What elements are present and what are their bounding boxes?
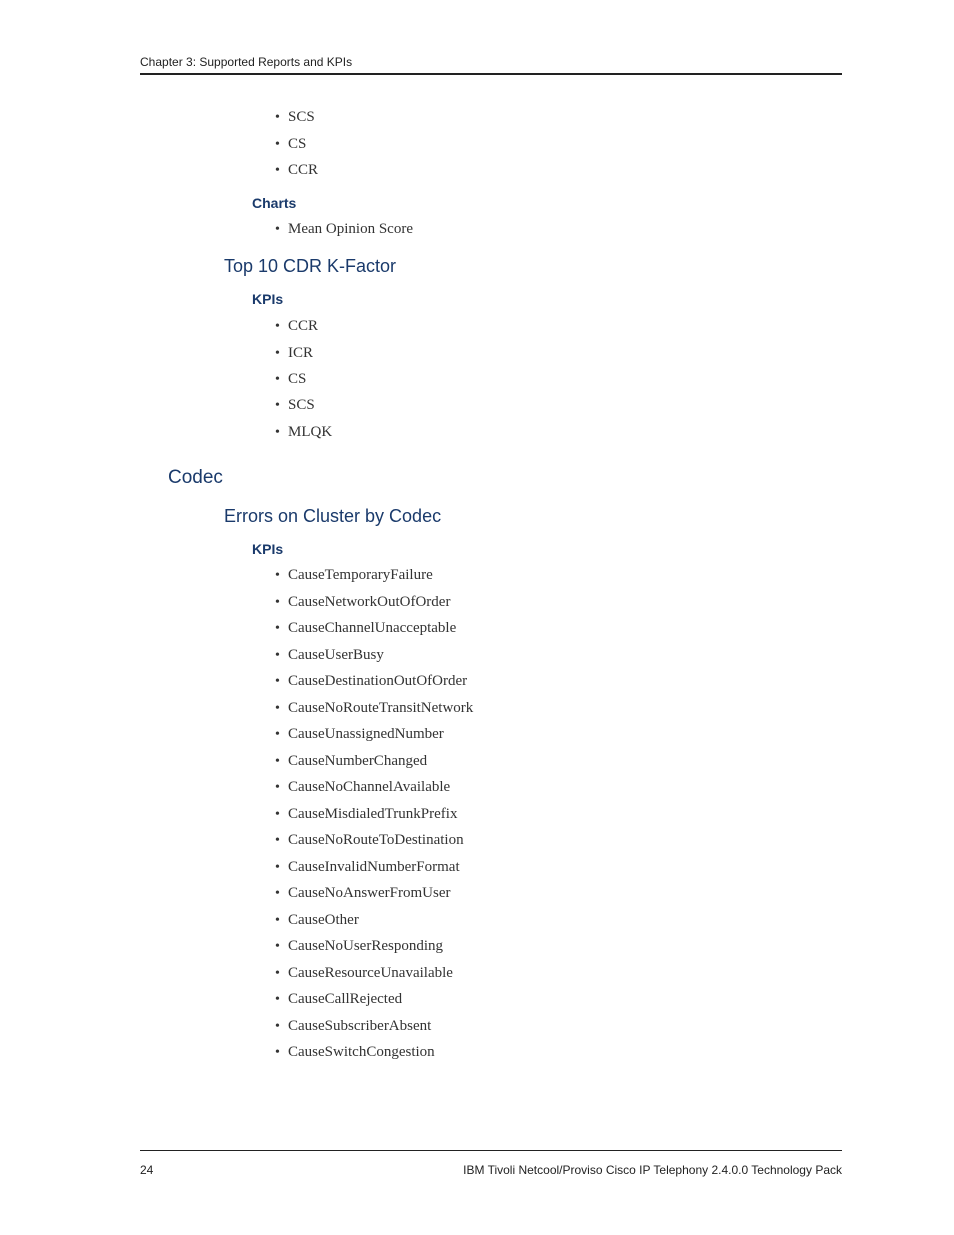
bullet-icon: • [275,621,280,636]
list-item [275,135,306,154]
bullet-icon: • [275,727,280,742]
list-item [275,964,453,983]
bullet-icon: • [275,913,280,928]
list-item [275,884,450,903]
list-item-text: MLQK [288,424,333,440]
list-item [275,161,318,180]
chapter-title: Chapter 3: Supported Reports and KPIs [140,55,353,69]
section-heading-top10: Top 10 CDR K-Factor [224,256,397,276]
bullet-icon: • [275,966,280,981]
bullet-icon: • [275,674,280,689]
bullet-icon: • [275,595,280,610]
document-title: IBM Tivoli Netcool/Proviso Cisco IP Telephony 2.4.0.0 Technology Pack [463,1163,842,1177]
bullet-icon: • [275,780,280,795]
section-heading-errors: Errors on Cluster by Codec [224,506,442,526]
charts-label: Charts [252,195,297,211]
list-item-text: CauseDestinationOutOfOrder [288,673,468,689]
list-item-text: CauseNoUserResponding [288,938,443,954]
list-item-text: CauseSwitchCongestion [288,1044,435,1060]
list-item-text: CauseTemporaryFailure [288,567,433,583]
bullet-icon: • [275,319,280,334]
list-item [275,778,450,797]
list-item-text: SCS [288,397,315,413]
bullet-icon: • [275,346,280,361]
list-item [275,672,467,691]
bullet-icon: • [275,886,280,901]
list-item [275,1043,435,1062]
list-item [275,911,359,930]
list-item [275,317,318,336]
bullet-icon: • [275,425,280,440]
bullet-icon: • [275,860,280,875]
section-heading-codec: Codec [168,467,223,488]
bullet-icon: • [275,648,280,663]
bullet-icon: • [275,807,280,822]
list-item-text: CauseUnassignedNumber [288,726,444,742]
page-footer [140,1150,842,1177]
list-item-text: CauseInvalidNumberFormat [288,859,460,875]
list-item-text: CauseUserBusy [288,647,384,663]
bullet-icon: • [275,701,280,716]
bullet-icon: • [275,163,280,178]
bullet-icon: • [275,754,280,769]
list-item-text: CauseNoAnswerFromUser [288,885,451,901]
list-item [275,752,427,771]
list-item-text: CauseSubscriberAbsent [288,1018,432,1034]
bullet-icon: • [275,1045,280,1060]
list-item [275,831,464,850]
bullet-icon: • [275,137,280,152]
list-item [275,858,460,877]
list-item [275,646,384,665]
list-item-text: CCR [288,318,319,334]
list-item-text: CauseOther [288,912,359,928]
list-item-text: CauseNumberChanged [288,753,428,769]
list-item-text: CS [288,136,307,152]
list-item-text: CauseResourceUnavailable [288,965,453,981]
list-item-text: ICR [288,345,314,361]
list-item-text: Mean Opinion Score [288,221,413,237]
list-item [275,566,433,585]
page-header [140,53,842,75]
list-item [275,1017,431,1036]
list-item [275,370,306,389]
kpis-label: KPIs [252,541,284,557]
bullet-icon: • [275,398,280,413]
list-item [275,344,313,363]
list-item-text: CCR [288,162,319,178]
list-item [275,396,315,415]
list-item [275,725,444,744]
page-number: 24 [140,1163,154,1177]
list-item [275,805,457,824]
bullet-icon: • [275,372,280,387]
list-item [275,699,473,718]
bullet-icon: • [275,222,280,237]
list-item [275,108,315,127]
list-item-text: CS [288,371,307,387]
bullet-icon: • [275,992,280,1007]
list-item-text: CauseNoRouteTransitNetwork [288,700,474,716]
list-item-text: CauseNetworkOutOfOrder [288,594,451,610]
list-item-text: CauseNoRouteToDestination [288,832,464,848]
list-item-text: CauseMisdialedTrunkPrefix [288,806,458,822]
bullet-icon: • [275,110,280,125]
list-item [275,937,443,956]
bullet-icon: • [275,939,280,954]
list-item [275,990,402,1009]
list-item [275,423,332,442]
list-item-text: CauseCallRejected [288,991,403,1007]
list-item-text: SCS [288,109,315,125]
bullet-icon: • [275,1019,280,1034]
list-item-text: CauseNoChannelAvailable [288,779,451,795]
list-item-text: CauseChannelUnacceptable [288,620,457,636]
list-item [275,220,413,239]
bullet-icon: • [275,833,280,848]
list-item [275,593,450,612]
kpis-label: KPIs [252,291,284,307]
bullet-icon: • [275,568,280,583]
list-item [275,619,456,638]
